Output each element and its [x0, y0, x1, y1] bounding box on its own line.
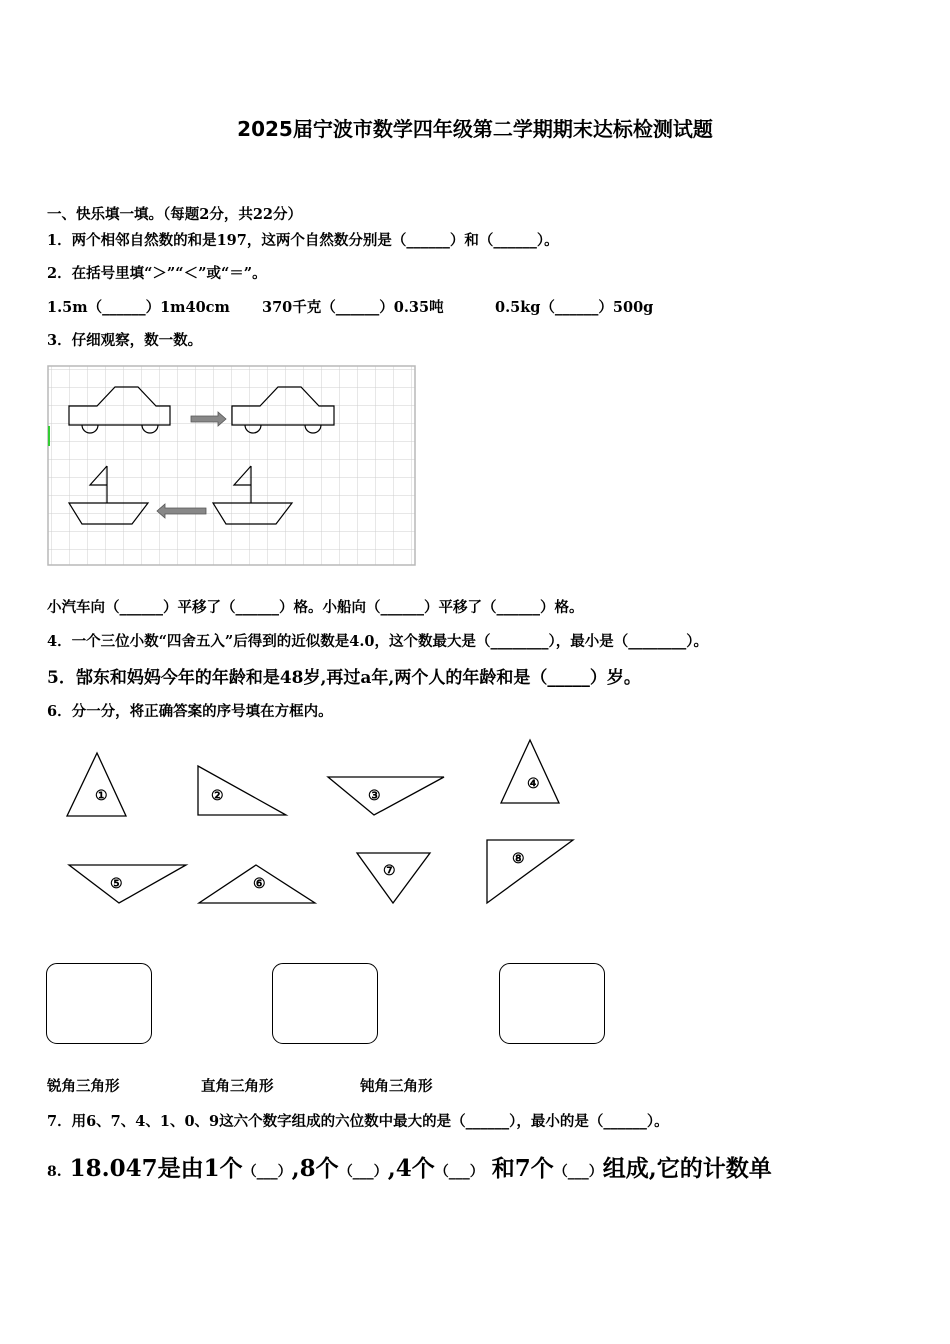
q8-part: ,8个: [291, 1155, 339, 1182]
triangle-shape-5: [69, 865, 186, 903]
triangle-label-1: ①: [95, 788, 108, 804]
q8-blank: （___）: [434, 1164, 484, 1180]
label-obtuse-triangle: 钝角三角形: [360, 1078, 433, 1095]
question-3: 3．仔细观察，数一数。: [47, 332, 203, 349]
q8-blank: （___）: [242, 1164, 292, 1180]
question-1: 1．两个相邻自然数的和是197，这两个自然数分别是（______）和（______）。: [47, 232, 559, 249]
q8-part: ,4个: [387, 1155, 435, 1182]
answer-box-obtuse[interactable]: [499, 963, 605, 1044]
question-6: 6．分一分，将正确答案的序号填在方框内。: [47, 703, 333, 720]
triangle-label-5: ⑤: [110, 876, 123, 892]
triangle-label-6: ⑥: [253, 876, 266, 892]
answer-box-right[interactable]: [272, 963, 378, 1044]
q2-item-3: 0.5kg（______）500g: [495, 299, 654, 316]
question-5: 5．郜东和妈妈今年的年龄和是48岁,再过a年,两个人的年龄和是（_____）岁。: [47, 668, 641, 688]
label-right-triangle: 直角三角形: [201, 1078, 274, 1095]
triangle-label-8: ⑧: [512, 851, 525, 867]
q8-blank: （___）: [338, 1164, 388, 1180]
section-heading: 一、快乐填一填。（每题2分，共22分）: [47, 206, 303, 223]
page-title: 2025届宁波市数学四年级第二学期期末达标检测试题: [237, 117, 713, 141]
triangle-label-4: ④: [527, 776, 540, 792]
triangle-label-2: ②: [211, 788, 224, 804]
triangle-shape-3: [328, 777, 444, 815]
q2-item-2: 370千克（______）0.35吨: [262, 299, 444, 316]
triangle-shape-8: [487, 840, 573, 903]
triangle-shape-4: [501, 740, 559, 803]
question-7: 7．用6、7、4、1、0、9这六个数字组成的六位数中最大的是（______），最小的是（______）。: [47, 1113, 669, 1130]
triangle-label-3: ③: [368, 788, 381, 804]
q2-item-1: 1.5m（______）1m40cm: [47, 299, 230, 316]
q8-part: 和7个: [483, 1155, 554, 1182]
question-2: 2．在括号里填“＞”“＜”或“＝”。: [47, 265, 267, 282]
question-4: 4．一个三位小数“四舍五入”后得到的近似数是4.0，这个数最大是（________），最小是（________）。: [47, 633, 708, 650]
q8-blank: （___）: [553, 1164, 603, 1180]
question-3-answer: 小汽车向（______）平移了（______）格。小船向（______）平移了（______）格。: [47, 599, 584, 616]
label-acute-triangle: 锐角三角形: [47, 1078, 120, 1095]
q8-part: 18.047是由1个: [69, 1155, 243, 1182]
answer-box-acute[interactable]: [46, 963, 152, 1044]
triangle-shape-1: [67, 753, 126, 816]
triangle-label-7: ⑦: [383, 863, 396, 879]
question-8-number: 8.: [47, 1164, 62, 1180]
question-8: [47, 1150, 772, 1183]
q8-part: 组成,它的计数单: [602, 1155, 772, 1182]
